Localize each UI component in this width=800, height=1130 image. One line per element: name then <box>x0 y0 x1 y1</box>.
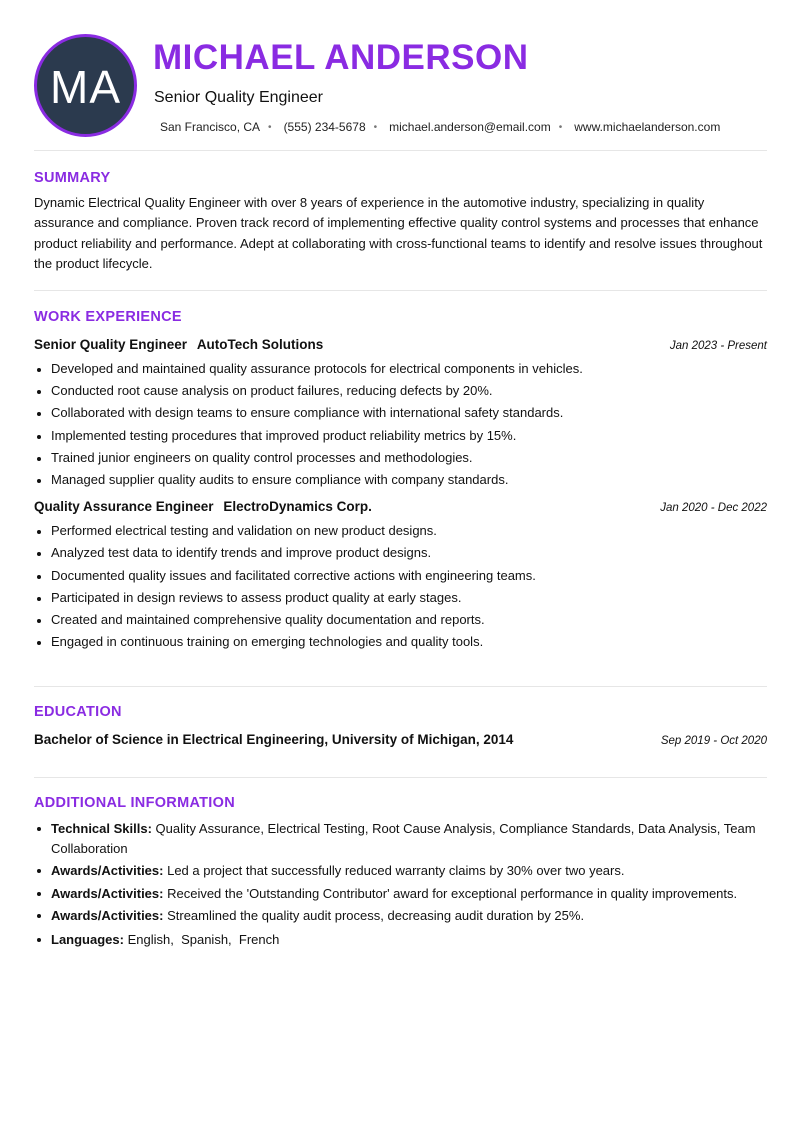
list-item <box>34 819 767 858</box>
section-divider <box>34 686 767 687</box>
resume-header <box>34 0 767 151</box>
job-company: AutoTech Solutions <box>196 337 324 352</box>
item-label: Technical Skills: <box>51 821 152 836</box>
item-text: Quality Assurance, Electrical Testing, Root Cause Analysis, Compliance Standards, Data Analysis, Team Collaboration <box>51 821 756 856</box>
list-item <box>34 861 767 881</box>
education-section <box>34 704 767 747</box>
section-divider <box>34 290 767 291</box>
separator-dot-icon: • <box>558 121 563 133</box>
item-text: English, Spanish, French <box>127 931 280 947</box>
job-header <box>34 337 767 352</box>
list-item <box>34 884 767 904</box>
additional-info-list <box>34 819 767 949</box>
list-item: Trained junior engineers on quality control processes and methodologies. <box>34 447 767 469</box>
avatar <box>34 34 137 137</box>
item-label: Languages: <box>51 931 124 947</box>
separator-dot-icon: • <box>268 121 272 133</box>
contact-website[interactable]: www.michaelanderson.com <box>574 120 721 134</box>
job-role: Quality Assurance Engineer <box>34 499 214 515</box>
item-text: Streamlined the quality audit process, decreasing audit duration by 25%. <box>167 908 585 923</box>
contact-info <box>160 120 720 134</box>
summary-text: Dynamic Electrical Quality Engineer with over 8 years of experience in the automotive industry, specializing in quality assurance and compliance. Proven track record of implementing effective quality control systems and processes that enhance product reliability and performance. Adept at collaborating with cross-functional teams to identify and resolve issues throughout the product lifecycle. <box>34 195 763 271</box>
item-text: Led a project that successfully reduced warranty claims by 30% over two years. <box>167 863 625 878</box>
contact-location: San Francisco, CA <box>160 120 261 134</box>
contact-phone[interactable]: (555) 234-5678 <box>283 120 366 134</box>
list-item: Conducted root cause analysis on product failures, reducing defects by 20%. <box>34 380 767 402</box>
education-dates: Sep 2019 - Oct 2020 <box>660 735 767 747</box>
list-item <box>34 906 767 926</box>
job-dates: Jan 2020 - Dec 2022 <box>660 502 767 515</box>
list-item: Engaged in continuous training on emerging technologies and quality tools. <box>34 631 767 653</box>
item-label: Awards/Activities: <box>51 885 164 901</box>
item-label: Awards/Activities: <box>51 863 164 878</box>
education-degree: Bachelor of Science in Electrical Engineering, University of Michigan, 2014 <box>34 732 514 747</box>
item-text: Received the 'Outstanding Contributor' award for exceptional performance in quality improvements. <box>167 885 738 901</box>
additional-info-section <box>34 795 767 952</box>
section-title-education: EDUCATION <box>34 704 122 720</box>
list-item: Collaborated with design teams to ensure compliance with international safety standards. <box>34 402 767 424</box>
job-bullets <box>34 358 767 491</box>
section-title-additional-information: ADDITIONAL INFORMATION <box>34 795 235 811</box>
education-entry <box>34 732 767 747</box>
section-title-summary: SUMMARY <box>34 170 111 186</box>
candidate-headline: Senior Quality Engineer <box>154 89 323 106</box>
list-item: Documented quality issues and facilitated corrective actions with engineering teams. <box>34 565 767 587</box>
section-divider <box>34 777 767 778</box>
job-entry <box>34 499 767 653</box>
job-bullets <box>34 520 767 653</box>
job-header <box>34 499 767 514</box>
contact-email[interactable]: michael.anderson@email.com <box>389 120 551 134</box>
list-item: Managed supplier quality audits to ensure compliance with company standards. <box>34 469 767 491</box>
section-title-work-experience: WORK EXPERIENCE <box>34 309 182 325</box>
work-experience-section <box>34 309 767 653</box>
separator-dot-icon: • <box>373 121 378 133</box>
list-item <box>34 930 767 950</box>
list-item: Implemented testing procedures that improved product reliability metrics by 15%. <box>34 425 767 447</box>
job-entry <box>34 337 767 491</box>
job-company: ElectroDynamics Corp. <box>223 499 372 515</box>
resume-page <box>34 0 767 947</box>
list-item: Analyzed test data to identify trends and improve product designs. <box>34 542 767 564</box>
list-item: Developed and maintained quality assurance protocols for electrical components in vehicles. <box>34 358 767 380</box>
candidate-name: MICHAEL ANDERSON <box>153 38 529 77</box>
summary-section <box>34 170 767 274</box>
job-role: Senior Quality Engineer <box>34 337 188 352</box>
avatar-initials: MA <box>50 60 121 113</box>
list-item: Created and maintained comprehensive quality documentation and reports. <box>34 609 767 631</box>
job-dates: Jan 2023 - Present <box>669 340 767 352</box>
list-item: Performed electrical testing and validation on new product designs. <box>34 520 767 542</box>
list-item: Participated in design reviews to assess product quality at early stages. <box>34 587 767 609</box>
item-label: Awards/Activities: <box>51 908 164 923</box>
